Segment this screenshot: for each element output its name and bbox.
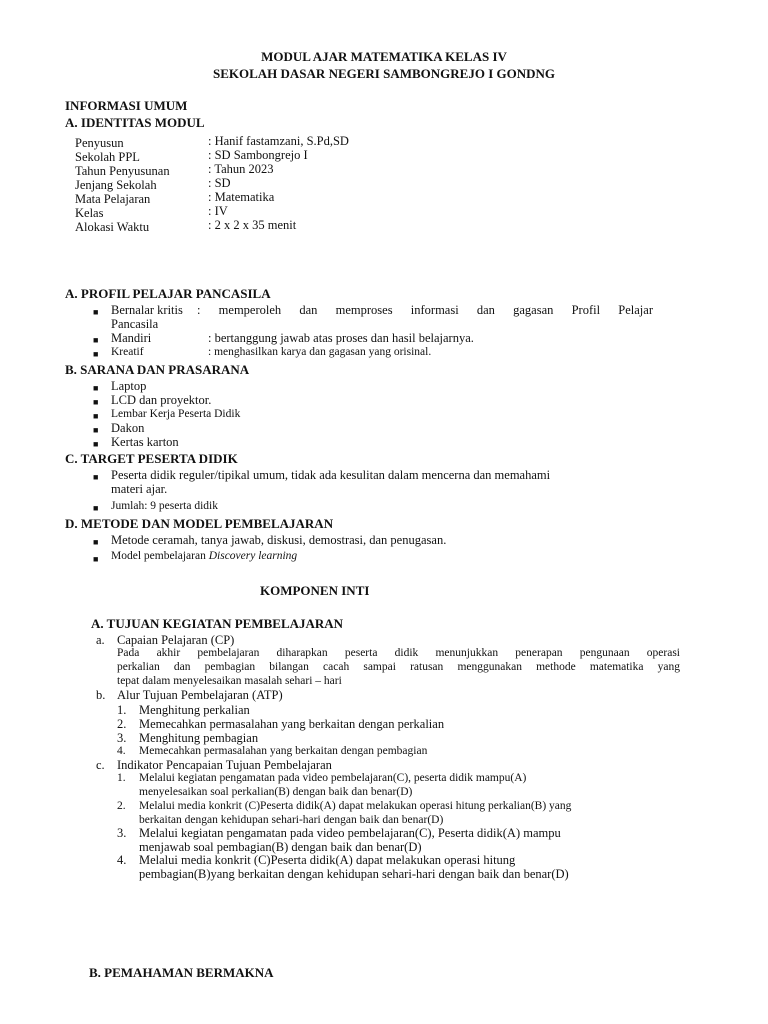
list-marker: c. (96, 758, 105, 772)
indikator-number: 2. (117, 800, 126, 812)
indikator-number: 1. (117, 772, 126, 784)
cp-paragraph-line: tepat dalam menyelesaikan masalah sehari – hari (117, 675, 342, 687)
list-marker: b. (96, 688, 106, 702)
atp-item: Memecahkan permasalahan yang berkaitan dengan perkalian (139, 717, 445, 731)
atp-number: 4. (117, 745, 126, 757)
identity-value: : Matematika (208, 190, 275, 204)
heading-metode-model: D. METODE DAN MODEL PEMBELAJARAN (65, 516, 334, 531)
atp-item: Menghitung pembagian (139, 731, 259, 745)
indikator-line: menyelesaikan soal perkalian(B) dengan baik dan benar(D) (139, 786, 413, 798)
heading-pemahaman-bermakna: B. PEMAHAMAN BERMAKNA (89, 965, 274, 980)
section-informasi-umum: INFORMASI UMUM (65, 98, 188, 113)
profil-item-text: : menghasilkan karya dan gagasan yang orisinal. (208, 346, 432, 358)
metode-item-prefix: Model pembelajaran (111, 550, 209, 562)
metode-item: Metode ceramah, tanya jawab, diskusi, demostrasi, dan penugasan. (111, 533, 447, 547)
bullet-icon: ■ (93, 554, 99, 564)
bullet-icon: ■ (93, 307, 99, 317)
identity-label: Alokasi Waktu (75, 220, 150, 234)
heading-sarana-prasarana: B. SARANA DAN PRASARANA (65, 362, 250, 377)
target-item-line: materi ajar. (111, 482, 168, 496)
heading-target-peserta-didik: C. TARGET PESERTA DIDIK (65, 451, 238, 466)
target-item: Jumlah: 9 peserta didik (111, 500, 218, 512)
profil-item-text: : bertanggung jawab atas proses dan hasil belajarnya. (208, 331, 474, 345)
bullet-icon: ■ (93, 397, 99, 407)
profil-item-label: Mandiri (111, 331, 152, 345)
sarana-item: Dakon (111, 421, 145, 435)
metode-item (111, 550, 297, 562)
atp-number: 2. (117, 717, 127, 731)
indikator-number: 3. (117, 826, 127, 840)
identity-value: : Tahun 2023 (208, 162, 274, 176)
indikator-number: 4. (117, 853, 127, 867)
metode-item-italic: Discovery learning (208, 550, 298, 562)
bullet-icon: ■ (93, 349, 99, 359)
subheading-indikator: Indikator Pencapaian Tujuan Pembelajaran (117, 758, 332, 772)
bullet-icon: ■ (93, 472, 99, 482)
indikator-line: Melalui media konkrit (C)Peserta didik(A) dapat melakukan operasi hitung (139, 853, 516, 867)
identity-value: : SD Sambongrejo I (208, 148, 308, 162)
bullet-icon: ■ (93, 335, 99, 345)
sarana-item: Lembar Kerja Peserta Didik (111, 408, 241, 420)
profil-item-text: : memperoleh dan memproses informasi dan gagasan Profil Pelajar (197, 303, 653, 317)
indikator-line: Melalui media konkrit (C)Peserta didik(A) dapat melakukan operasi hitung perkalian(B) yang (139, 800, 572, 812)
identity-label: Sekolah PPL (75, 150, 140, 164)
list-marker: a. (96, 633, 105, 647)
identity-value: : Hanif fastamzani, S.Pd,SD (208, 134, 349, 148)
profil-item-label: Kreatif (111, 346, 144, 358)
identity-value: : SD (208, 176, 231, 190)
indikator-line: berkaitan dengan kehidupan sehari-hari dengan baik dan benar(D) (139, 814, 444, 826)
identity-value: : 2 x 2 x 35 menit (208, 218, 297, 232)
identity-label: Mata Pelajaran (75, 192, 151, 206)
bullet-icon: ■ (93, 439, 99, 449)
bullet-icon: ■ (93, 537, 99, 547)
indikator-line: Melalui kegiatan pengamatan pada video pembelajaran(C), Peserta didik(A) mampu (139, 826, 561, 840)
sarana-item: Laptop (111, 379, 147, 393)
bullet-icon: ■ (93, 425, 99, 435)
heading-profil-pelajar: A. PROFIL PELAJAR PANCASILA (65, 286, 271, 301)
indikator-line: pembagian(B)yang berkaitan dengan kehidupan sehari-hari dengan baik dan benar(D) (139, 867, 569, 881)
atp-number: 3. (117, 731, 127, 745)
heading-identitas-modul: A. IDENTITAS MODUL (65, 115, 205, 130)
cp-paragraph-line: Pada akhir pembelajaran diharapkan peserta didik menunjukkan penerapan pengunaan operasi (117, 647, 680, 659)
section-komponen-inti: KOMPONEN INTI (260, 583, 370, 598)
indikator-line: Melalui kegiatan pengamatan pada video pembelajaran(C), peserta didik mampu(A) (139, 772, 527, 784)
subheading-capaian-pelajaran: Capaian Pelajaran (CP) (117, 633, 235, 647)
identity-label: Penyusun (75, 136, 124, 150)
atp-number: 1. (117, 703, 127, 717)
sarana-item: Kertas karton (111, 435, 179, 449)
identity-label: Jenjang Sekolah (75, 178, 157, 192)
atp-item: Memecahkan permasalahan yang berkaitan dengan pembagian (139, 745, 428, 757)
heading-tujuan-kegiatan: A. TUJUAN KEGIATAN PEMBELAJARAN (91, 616, 344, 631)
profil-item-label: Bernalar kritis (111, 303, 183, 317)
identity-label: Tahun Penyusunan (75, 164, 170, 178)
document-title-line1: MODUL AJAR MATEMATIKA KELAS IV (261, 49, 507, 64)
identity-label: Kelas (75, 206, 104, 220)
bullet-icon: ■ (93, 411, 99, 421)
atp-item: Menghitung perkalian (139, 703, 250, 717)
bullet-icon: ■ (93, 383, 99, 393)
identity-value: : IV (208, 204, 228, 218)
indikator-line: menjawab soal pembagian(B) dengan baik dan benar(D) (139, 840, 422, 854)
sarana-item: LCD dan proyektor. (111, 393, 212, 407)
cp-paragraph-line: perkalian dan pembagian bilangan cacah sampai ratusan menggunakan methode matematika yang (117, 661, 680, 673)
target-item-line: Peserta didik reguler/tipikal umum, tidak ada kesulitan dalam mencerna dan memahami (111, 468, 551, 482)
subheading-alur-tujuan: Alur Tujuan Pembelajaran (ATP) (117, 688, 283, 702)
document-title-line2: SEKOLAH DASAR NEGERI SAMBONGREJO I GONDNG (212, 66, 556, 81)
bullet-icon: ■ (93, 503, 99, 513)
profil-item-continuation: Pancasila (111, 317, 159, 331)
